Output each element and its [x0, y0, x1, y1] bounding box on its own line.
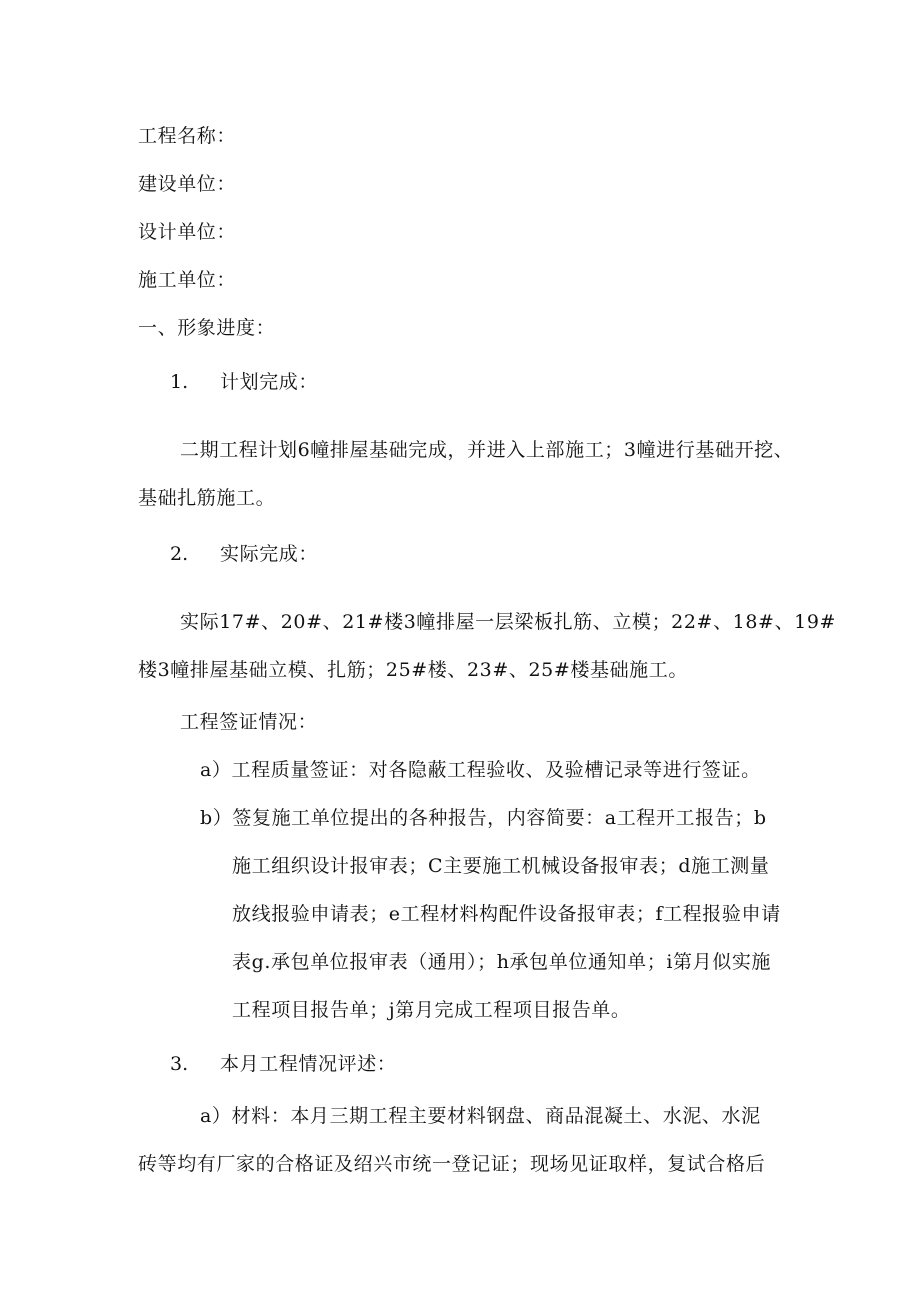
- design-unit-label: 设计单位：: [138, 221, 237, 243]
- planned-paragraph-line-2: 基础扎筋施工。: [138, 487, 276, 509]
- item-2-label: 实际完成：: [220, 543, 319, 565]
- item-2-number: 2.: [170, 543, 189, 565]
- item-1-number: 1.: [170, 371, 189, 393]
- visa-item-b-line-4: 表g.承包单位报审表（通用）；h承包单位通知单；i第月似实施: [232, 951, 772, 973]
- review-paragraph-line-1: a）材料：本月三期工程主要材料钢盘、商品混凝土、水泥、水泥: [200, 1105, 761, 1127]
- construction-unit-label: 建设单位：: [138, 173, 237, 195]
- item-1-label: 计划完成：: [220, 371, 319, 393]
- visa-item-a: a）工程质量签证：对各隐蔽工程验收、及验槽记录等进行签证。: [200, 759, 761, 781]
- project-name-label: 工程名称：: [138, 125, 237, 147]
- visa-item-b-line-2: 施工组织设计报审表；C主要施工机械设备报审表；d施工测量: [232, 855, 770, 877]
- visa-heading: 工程签证情况：: [180, 711, 318, 733]
- actual-paragraph-line-1: 实际17#、20#、21#楼3幢排屋一层梁板扎筋、立模；22#、18#、19#: [180, 611, 837, 633]
- visa-item-b-line-3: 放线报验申请表；e工程材料构配件设备报审表；f工程报验申请: [232, 903, 781, 925]
- item-3-label: 本月工程情况评述：: [220, 1053, 397, 1075]
- review-paragraph-line-2: 砖等均有厂家的合格证及绍兴市统一登记证；现场见证取样，复试合格后: [138, 1153, 766, 1175]
- planned-paragraph-line-1: 二期工程计划6幢排屋基础完成，并进入上部施工；3幢进行基础开挖、: [180, 439, 794, 461]
- item-3-number: 3.: [170, 1053, 189, 1075]
- contractor-unit-label: 施工单位：: [138, 269, 237, 291]
- section-progress-heading: 一、形象进度：: [138, 317, 276, 339]
- actual-paragraph-line-2: 楼3幢排屋基础立模、扎筋；25#楼、23#、25#楼基础施工。: [138, 659, 688, 681]
- visa-item-b-line-5: 工程项目报告单；j第月完成工程项目报告单。: [232, 999, 631, 1021]
- visa-item-b-line-1: b）签复施工单位提出的各种报告，内容简要：a工程开工报告；b: [200, 807, 767, 829]
